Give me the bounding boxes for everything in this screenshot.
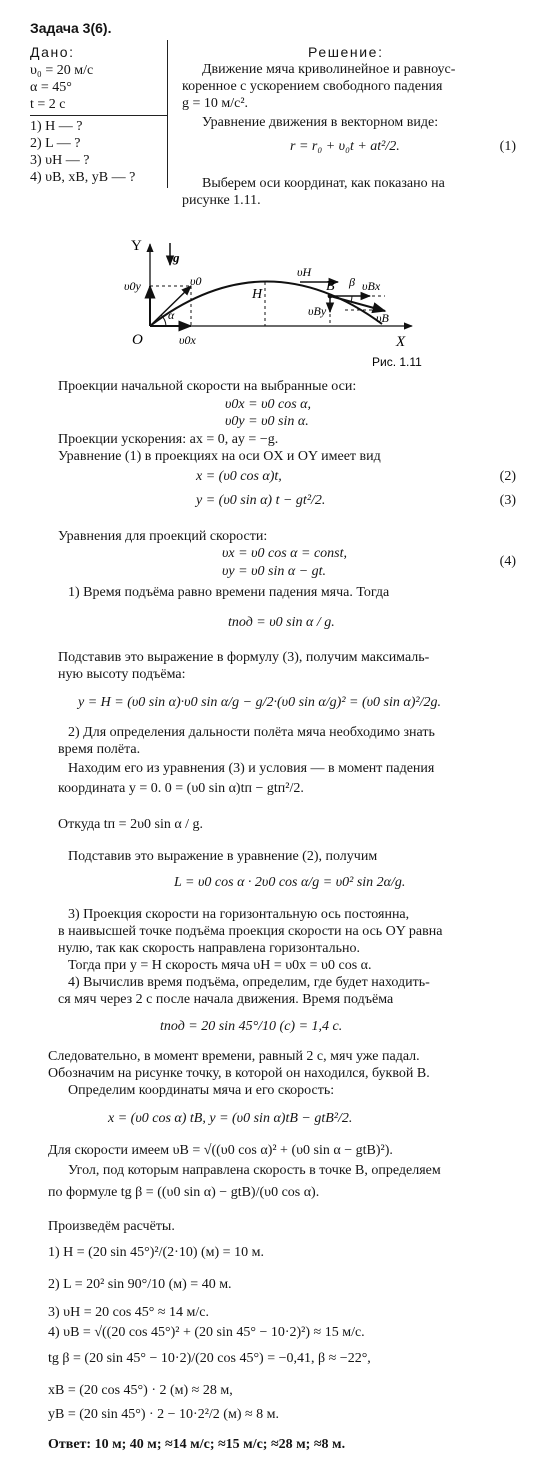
t-rise-formula: tпод = υ0 sin α / g.	[228, 615, 335, 630]
answer-label: Ответ:	[48, 1437, 92, 1452]
projection-eq: υ0y = υ0 sin α.	[225, 414, 309, 429]
equation-number: (2)	[499, 469, 516, 484]
subst2-line: Подставив это выражение в уравнение (2), получим	[68, 849, 378, 864]
velocity-eq: υx = υ0 cos α = const,	[222, 546, 348, 561]
label-y: Y	[131, 238, 142, 254]
paragraph-3: 3) Проекция скорости на горизонтальную ось постоянна,	[68, 907, 410, 922]
equation-number: (1)	[499, 139, 516, 154]
label-vbx: υBx	[362, 279, 381, 293]
paragraph-3b: Тогда при y = H скорость мяча υH = υ0x = υ0 cos α.	[68, 958, 372, 973]
point-b	[328, 294, 333, 299]
projection-title: Проекции начальной скорости на выбранные оси:	[58, 379, 357, 394]
problem-title: Задача 3(6).	[30, 20, 112, 36]
paragraph-3: в наивысшей точке подъёма проекция скорости на ось OY равна	[58, 924, 443, 939]
consequence-line: Следовательно, в момент времени, равный 2 с, мяч уже падал.	[48, 1049, 420, 1064]
intro-line: g = 10 м/с².	[182, 96, 249, 111]
calc-result-2: 2) L = 20² sin 90°/10 (м) = 40 м.	[48, 1277, 232, 1292]
label-b: B	[326, 279, 335, 294]
label-vby: υBy	[308, 304, 327, 318]
acceleration-line: Проекции ускорения: ax = 0, ay = −g.	[58, 432, 279, 447]
vector-intro: Уравнение движения в векторном виде:	[202, 115, 439, 130]
projection-eq: υ0x = υ0 cos α,	[225, 397, 312, 412]
coords-formula: x = (υ0 cos α) tB, y = (υ0 sin α)tB − gtB²/2.	[108, 1111, 353, 1126]
label-h: H	[252, 287, 263, 302]
equation-number: (3)	[499, 493, 516, 508]
label-vb: υB	[376, 311, 389, 325]
subst-line: Подставив это выражение в формулу (3), получим максималь-	[58, 650, 430, 665]
label-beta: β	[349, 275, 355, 289]
velocity-eq: υy = υ0 sin α − gt.	[222, 564, 327, 579]
paragraph-3: нулю, так как скорость направлена горизонтально.	[58, 941, 360, 956]
trajectory-curve	[150, 281, 382, 326]
h-formula: y = H = (υ0 sin α)·υ0 sin α/g − g/2·(υ0 sin α/g)² = (υ0 sin α)²/2g.	[78, 695, 441, 710]
paragraph-2: время полёта.	[58, 742, 141, 757]
consequence-line: Определим координаты мяча и его скорость:	[68, 1083, 335, 1098]
paragraph-2b: Находим его из уравнения (3) и условия — в момент падения	[68, 761, 435, 776]
calc-result-3: 3) υH = 20 cos 45° ≈ 14 м/с.	[48, 1305, 210, 1320]
question-line: 4) υB, xB, yB — ?	[30, 170, 136, 185]
label-alpha: α	[168, 308, 175, 322]
calc-result-4: 4) υB = √((20 cos 45°)² + (20 sin 45° − 10·2)²) ≈ 15 м/с.	[48, 1325, 365, 1340]
label-v0y: υ0y	[124, 279, 141, 293]
given-line: α = 45°	[30, 80, 72, 95]
question-line: 1) H — ?	[30, 119, 83, 134]
calc-tg-beta: tg β = (20 sin 45° − 10·2)/(20 cos 45°) = −0,41, β ≈ −22°,	[48, 1351, 371, 1366]
calc-xb: xB = (20 cos 45°) · 2 (м) ≈ 28 м,	[48, 1383, 233, 1398]
label-o: O	[132, 332, 143, 348]
paragraph-2b: координата y = 0. 0 = (υ0 sin α)tп − gtп²/2.	[58, 781, 304, 796]
angle-line: по формуле tg β = ((υ0 sin α) − gtB)/(υ0 cos α).	[48, 1185, 320, 1200]
label-x: X	[396, 334, 406, 350]
consequence-line: Обозначим на рисунке точку, в которой он находился, буквой B.	[48, 1066, 430, 1081]
t-rise-number: tпод = 20 sin 45°/10 (с) = 1,4 с.	[160, 1019, 343, 1034]
speed-line: Для скорости имеем υB = √((υ0 cos α)² + (υ0 sin α − gtB)²).	[48, 1143, 393, 1158]
question-line: 3) υH — ?	[30, 153, 90, 168]
question-line: 2) L — ?	[30, 136, 81, 151]
intro-line: Движение мяча криволинейное и равноус-	[202, 62, 456, 77]
paragraph-2: 2) Для определения дальности полёта мяча необходимо знать	[68, 725, 435, 740]
answer-line	[48, 1436, 345, 1453]
paragraph-4: ся мяч через 2 с после начала движения. Время подъёма	[58, 992, 394, 1007]
axes-text-line: Выберем оси координат, как показано на	[202, 176, 445, 191]
solution-label: Решение:	[308, 44, 384, 60]
calc-title: Произведём расчёты.	[48, 1219, 175, 1234]
subst-line: ную высоту подъёма:	[58, 667, 186, 682]
l-formula: L = υ0 cos α · 2υ0 cos α/g = υ0² sin 2α/g.	[174, 875, 406, 890]
answer-values: 10 м; 40 м; ≈14 м/с; ≈15 м/с; ≈28 м; ≈8 м.	[94, 1437, 346, 1452]
label-v0: υ0	[190, 274, 202, 288]
tp-formula: Откуда tп = 2υ0 sin α / g.	[58, 817, 204, 832]
calc-yb: yB = (20 sin 45°) · 2 − 10·2²/2 (м) ≈ 8 м.	[48, 1407, 280, 1422]
equation-2: x = (υ0 cos α)t,	[196, 469, 282, 484]
given-line: t = 2 с	[30, 97, 66, 112]
label-g: g	[173, 250, 180, 265]
paragraph-4: 4) Вычислив время подъёма, определим, где будет находить-	[68, 975, 430, 990]
trajectory-figure	[0, 0, 550, 380]
given-line: υ₀ = 20 м/с	[30, 63, 94, 78]
intro-line: коренное с ускорением свободного падения	[182, 79, 443, 94]
vector-equation: r = r₀ + υ₀t + at²/2.	[290, 139, 400, 154]
equation-3: y = (υ0 sin α) t − gt²/2.	[196, 493, 326, 508]
figure-caption: Рис. 1.11	[372, 355, 422, 369]
label-v0x: υ0x	[179, 333, 196, 347]
equation-number: (4)	[499, 554, 516, 569]
velocity-title: Уравнения для проекций скорости:	[58, 529, 268, 544]
paragraph-1: 1) Время подъёма равно времени падения мяча. Тогда	[68, 585, 390, 600]
label-vh: υH	[297, 265, 312, 279]
calc-result-1: 1) H = (20 sin 45°)²/(2·10) (м) = 10 м.	[48, 1245, 264, 1260]
given-label: Дано:	[30, 44, 75, 60]
angle-line: Угол, под которым направлена скорость в точке B, определяем	[68, 1163, 441, 1178]
axes-text-line: рисунке 1.11.	[182, 193, 261, 208]
eq1-projection-line: Уравнение (1) в проекциях на оси OX и OY имеет вид	[58, 449, 381, 464]
